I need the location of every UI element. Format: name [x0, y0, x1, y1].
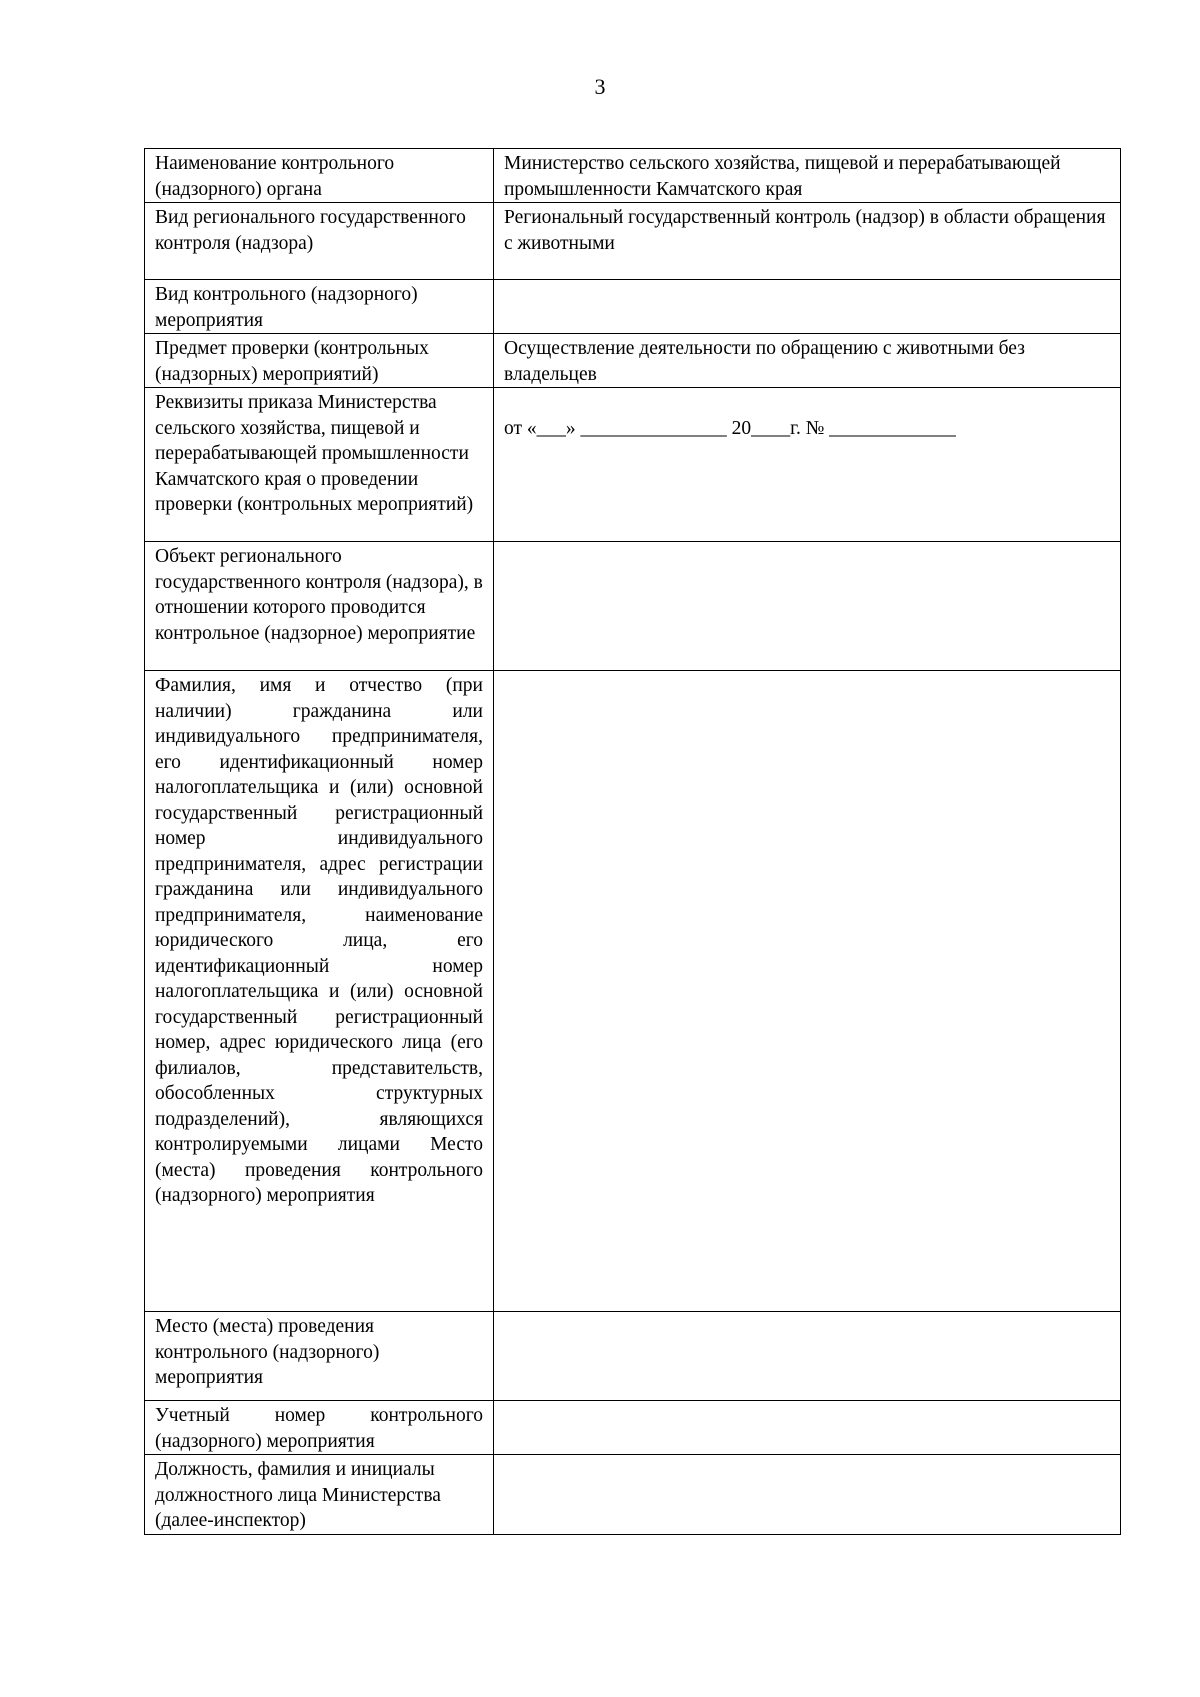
row-value: Региональный государственный контроль (надзор) в области обращения с животными	[494, 203, 1121, 280]
row-label: Фамилия, имя и отчество (при наличии) гражданина или индивидуального предпринимателя, его идентификационный номер налогоплательщика и (или) основной государственный регистрационный номер индивидуального предпринимателя, адрес регистрации гражданина или индивидуального предпринимателя, наименование юридического лица, его идентификационный номер налогоплательщика и (или) основной государственный регистрационный номер, адрес юридического лица (его филиалов, представительств, обособленных структурных подразделений), являющихся контролируемыми лицами Место (места) проведения контрольного (надзорного) мероприятия	[145, 671, 494, 1312]
table-row	[145, 149, 1121, 203]
row-value	[494, 1455, 1121, 1535]
row-value	[494, 542, 1121, 671]
row-value	[494, 388, 1121, 542]
row-value	[494, 1312, 1121, 1401]
page-number: 3	[594, 74, 606, 99]
inspection-details-table	[144, 148, 1121, 1535]
row-value	[494, 1401, 1121, 1455]
row-label: Наименование контрольного (надзорного) органа	[145, 149, 494, 203]
row-label: Вид регионального государственного контроля (надзора)	[145, 203, 494, 280]
row-value	[494, 280, 1121, 334]
table-row	[145, 388, 1121, 542]
table-row	[145, 1312, 1121, 1401]
row-value	[494, 671, 1121, 1312]
row-label: Место (места) проведения контрольного (надзорного) мероприятия	[145, 1312, 494, 1401]
row-label: Вид контрольного (надзорного) мероприятия	[145, 280, 494, 334]
row-label: Должность, фамилия и инициалы должностного лица Министерства (далее-инспектор)	[145, 1455, 494, 1535]
table-row	[145, 1401, 1121, 1455]
row-label: Реквизиты приказа Министерства сельского хозяйства, пищевой и перерабатывающей промышленности Камчатского края о проведении проверки (контрольных мероприятий)	[145, 388, 494, 542]
row-label: Предмет проверки (контрольных (надзорных) мероприятий)	[145, 334, 494, 388]
table-row	[145, 280, 1121, 334]
row-value: Осуществление деятельности по обращению с животными без владельцев	[494, 334, 1121, 388]
row-value: Министерство сельского хозяйства, пищевой и перерабатывающей промышленности Камчатского края	[494, 149, 1121, 203]
table-row	[145, 203, 1121, 280]
table-row	[145, 1455, 1121, 1535]
table-row	[145, 334, 1121, 388]
table-row	[145, 542, 1121, 671]
order-requisites-line: от «___» _______________ 20____г. № _____________	[504, 418, 956, 439]
row-label: Объект регионального государственного контроля (надзора), в отношении которого проводится контрольное (надзорное) мероприятие	[145, 542, 494, 671]
row-label: Учетный номер контрольного (надзорного) мероприятия	[145, 1401, 494, 1455]
table-row	[145, 671, 1121, 1312]
